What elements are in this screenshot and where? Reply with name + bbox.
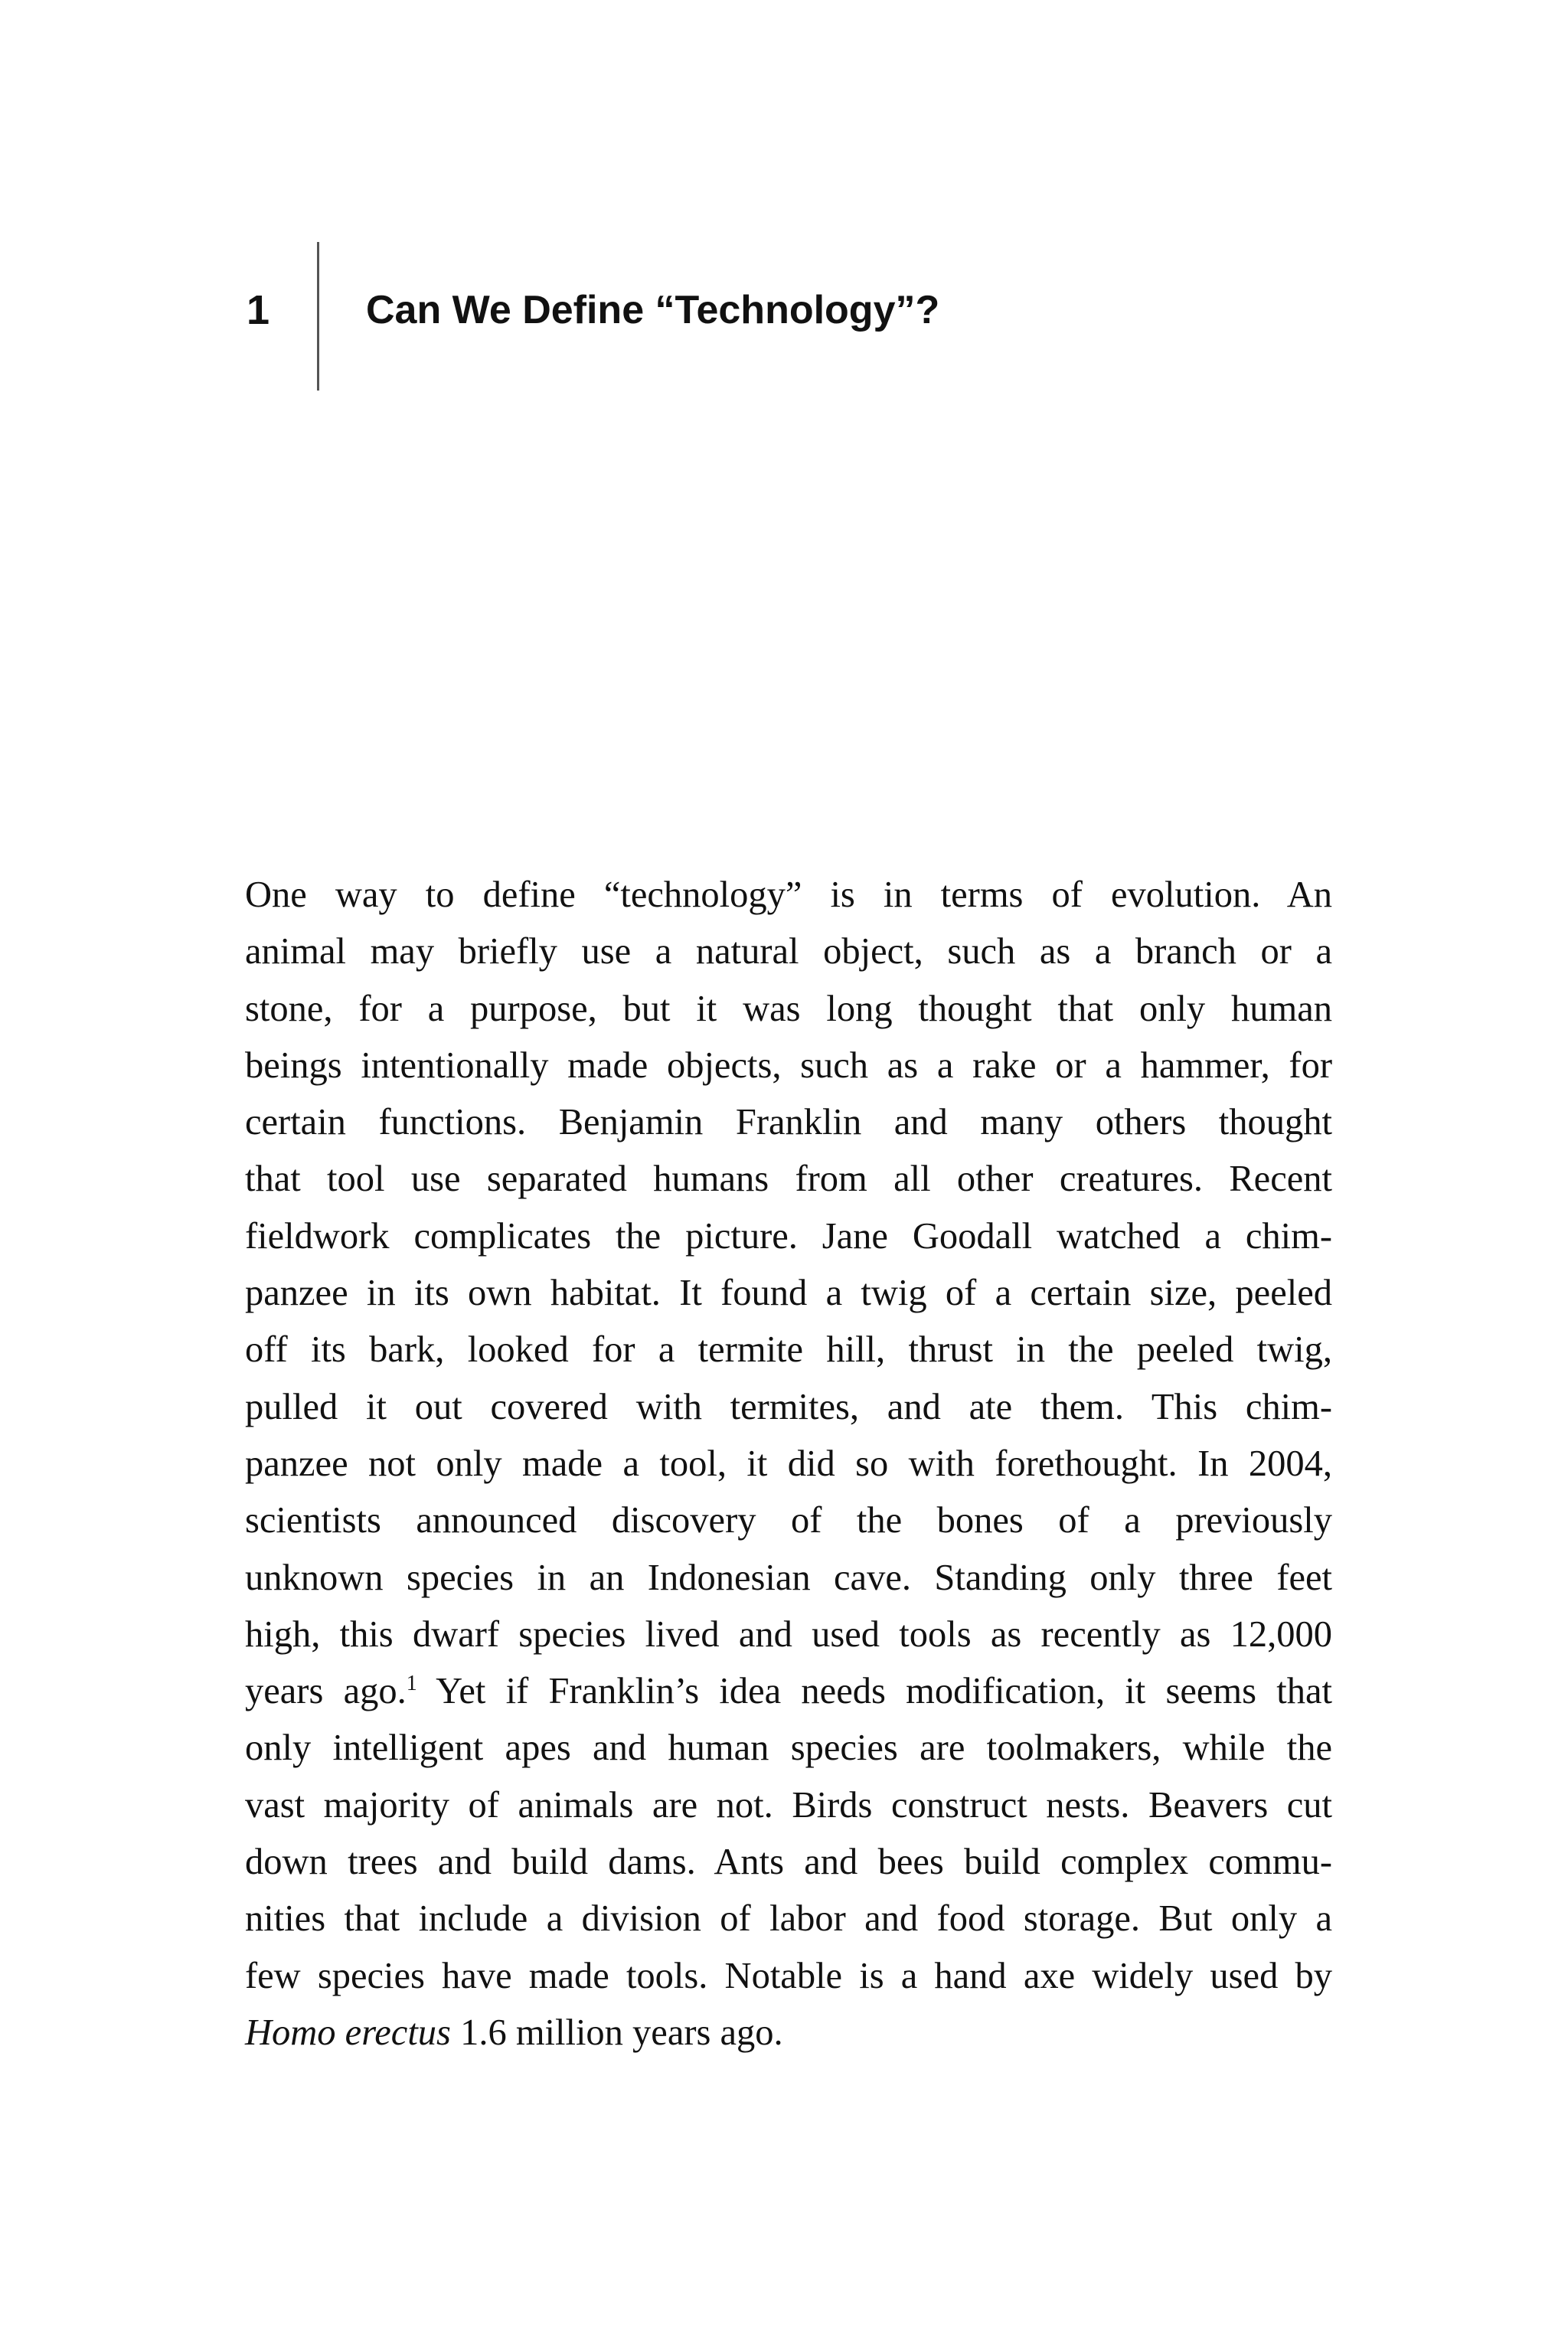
body-line: animal may briefly use a natural object, such as a branch or a	[245, 931, 1332, 972]
body-line-last	[245, 2005, 1332, 2061]
body-line: only intelligent apes and human species are toolmakers, while the	[245, 1728, 1332, 1769]
body-line: certain functions. Benjamin Franklin and many others thought	[245, 1102, 1332, 1143]
body-line: unknown species in an Indonesian cave. Standing only three feet	[245, 1557, 1332, 1598]
body-line: scientists announced discovery of the bones of a previously	[245, 1500, 1332, 1541]
body-line: One way to define “technology” is in terms of evolution. An	[245, 874, 1332, 915]
body-paragraph	[245, 867, 1332, 2061]
body-line: that tool use separated humans from all other creatures. Recent	[245, 1159, 1332, 1200]
chapter-number: 1	[247, 287, 270, 333]
body-line: pulled it out covered with termites, and ate them. This chim-	[245, 1386, 1332, 1427]
body-line: stone, for a purpose, but it was long thought that only human	[245, 988, 1332, 1029]
body-text-segment: years ago.	[245, 1671, 407, 1712]
body-line: panzee in its own habitat. It found a twig of a certain size, peeled	[245, 1273, 1332, 1314]
body-line: fieldwork complicates the picture. Jane Goodall watched a chim-	[245, 1215, 1332, 1257]
body-line: high, this dwarf species lived and used tools as recently as 12,000	[245, 1613, 1332, 1655]
body-text-segment: 1.6 million years ago.	[450, 2012, 783, 2053]
body-line: panzee not only made a tool, it did so with forethought. In 2004,	[245, 1443, 1332, 1484]
body-line: beings intentionally made objects, such as a rake or a hammer, for	[245, 1044, 1332, 1086]
body-line: nities that include a division of labor and food storage. But only a	[245, 1898, 1332, 1940]
body-text-segment: Yet if Franklin’s idea needs modification, it seems that	[416, 1671, 1333, 1712]
body-line: off its bark, looked for a termite hill, thrust in the peeled twig,	[245, 1329, 1332, 1371]
chapter-title: Can We Define “Technology”?	[366, 288, 940, 332]
body-line: few species have made tools. Notable is a hand axe widely used by	[245, 1955, 1332, 1996]
footnote-reference[interactable]: 1	[406, 1672, 417, 1695]
body-line-with-footnote	[245, 1663, 1332, 1720]
body-line: down trees and build dams. Ants and bees build complex commu-	[245, 1842, 1332, 1883]
species-name-italic: Homo erectus	[245, 2012, 451, 2053]
chapter-divider-rule	[317, 242, 319, 391]
body-line: vast majority of animals are not. Birds construct nests. Beavers cut	[245, 1784, 1332, 1826]
